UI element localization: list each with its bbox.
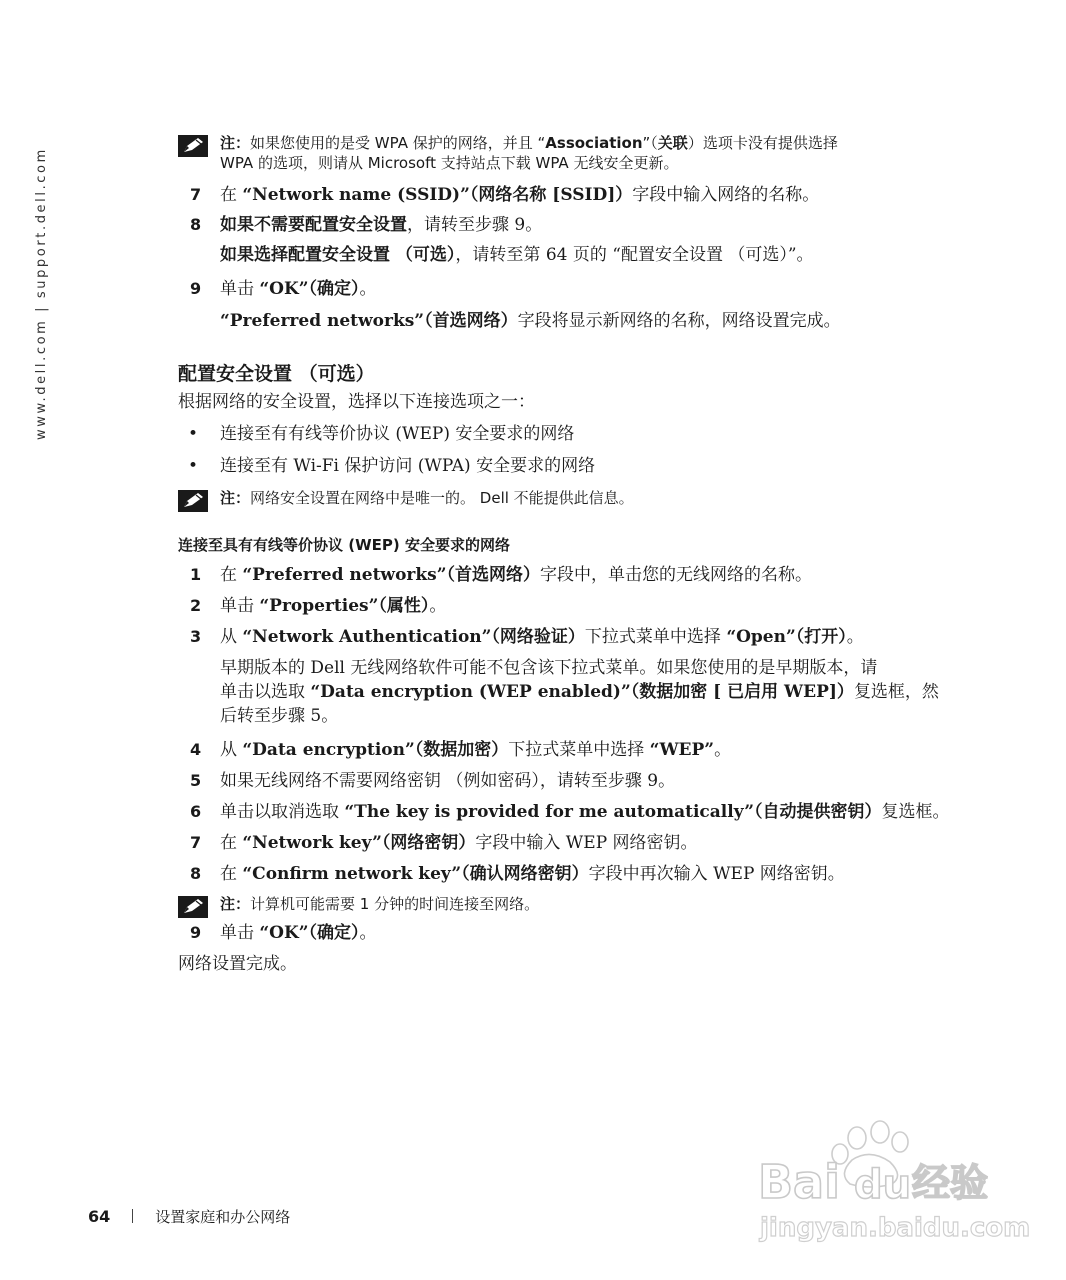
wep-step-1: 1 在 “Preferred networks”（首选网络）字段中，单击您的无线网络的名称。: [190, 565, 812, 585]
wep-step-8: 8 在 “Confirm network key”（确认网络密钥）字段中再次输入 WEP 网络密钥。: [190, 864, 845, 884]
pencil-icon: [178, 135, 208, 157]
wep-step-6: 6 单击以取消选取 “The key is provided for me automatically”（自动提供密钥）复选框。: [190, 802, 950, 822]
final-text: 网络设置完成。: [178, 954, 297, 974]
watermark-url: jingyan.baidu.com: [760, 1213, 1031, 1243]
wep-step-2: 2 单击 “Properties”（属性）。: [190, 596, 447, 616]
note-label: 注：: [220, 895, 251, 913]
step-9-ok: 9 单击 “OK”（确定）。: [190, 279, 377, 299]
page-footer: [88, 1206, 290, 1227]
wep-step-9: 9 单击 “OK”（确定）。: [190, 923, 377, 943]
wep-step-4: 4 从 “Data encryption”（数据加密）下拉式菜单中选择 “WEP”。: [190, 740, 732, 760]
side-url: www.dell.com | support.dell.com: [34, 147, 49, 440]
wep-step-3: 3 从 “Network Authentication”（网络验证）下拉式菜单中选择 “Open”（打开）。: [190, 627, 864, 647]
watermark-brand: Bai: [758, 1155, 840, 1209]
note-label: 注：: [220, 134, 251, 152]
step-9-sub: “Preferred networks”（首选网络）字段将显示新网络的名称，网络设置完成。: [220, 311, 841, 331]
note-label: 注：: [220, 489, 251, 507]
note-security-unique: 注：网络安全设置在网络中是唯一的。 Dell 不能提供此信息。: [178, 488, 978, 508]
note-connect-time: 注：计算机可能需要 1 分钟的时间连接至网络。: [178, 894, 978, 914]
section-intro: 根据网络的安全设置，选择以下连接选项之一：: [178, 392, 535, 412]
step-8-security: 8 如果不需要配置安全设置，请转至步骤 9。: [190, 215, 543, 235]
wep-step-3-sub: 早期版本的 Dell 无线网络软件可能不包含该下拉式菜单。如果您使用的是早期版本，请 单击以选取 “Data encryption (WEP enabled)”（数据加密 [ 已启用 WEP]）复选框，然 后转至步骤 5。: [220, 658, 939, 726]
footer-divider: [132, 1209, 133, 1223]
watermark-chinese: 经验: [912, 1161, 989, 1205]
step-8-sub: 如果选择配置安全设置 （可选），请转至第 64 页的 “配置安全设置 （可选）”。: [220, 245, 814, 265]
section-title: 配置安全设置 （可选）: [178, 363, 375, 385]
pencil-icon: [178, 490, 208, 512]
bullet-wpa: • 连接至有 Wi-Fi 保护访问 (WPA) 安全要求的网络: [188, 456, 596, 476]
subsection-title: 连接至具有有线等价协议 (WEP) 安全要求的网络: [178, 536, 510, 554]
chapter-title: 设置家庭和办公网络: [155, 1208, 291, 1226]
wep-step-7: 7 在 “Network key”（网络密钥）字段中输入 WEP 网络密钥。: [190, 833, 698, 853]
note-wpa: 注：如果您使用的是受 WPA 保护的网络，并且 “Association”（关联）选项卡没有提供选择 WPA 的选项，则请从 Microsoft 支持站点下载 WPA 无线安全更新。: [178, 133, 978, 173]
page-content: [178, 133, 978, 976]
watermark-brand-du: du: [854, 1162, 912, 1208]
page-number: 64: [88, 1207, 111, 1226]
step-7-network-name: 7 在 “Network name (SSID)”（网络名称 [SSID]）字段中输入网络的名称。: [190, 185, 820, 205]
baidu-watermark: [752, 1118, 1031, 1248]
pencil-icon: [178, 896, 208, 918]
wep-step-5: 5 如果无线网络不需要网络密钥 （例如密码），请转至步骤 9。: [190, 771, 676, 791]
bullet-wep: • 连接至有有线等价协议 (WEP) 安全要求的网络: [188, 424, 575, 444]
